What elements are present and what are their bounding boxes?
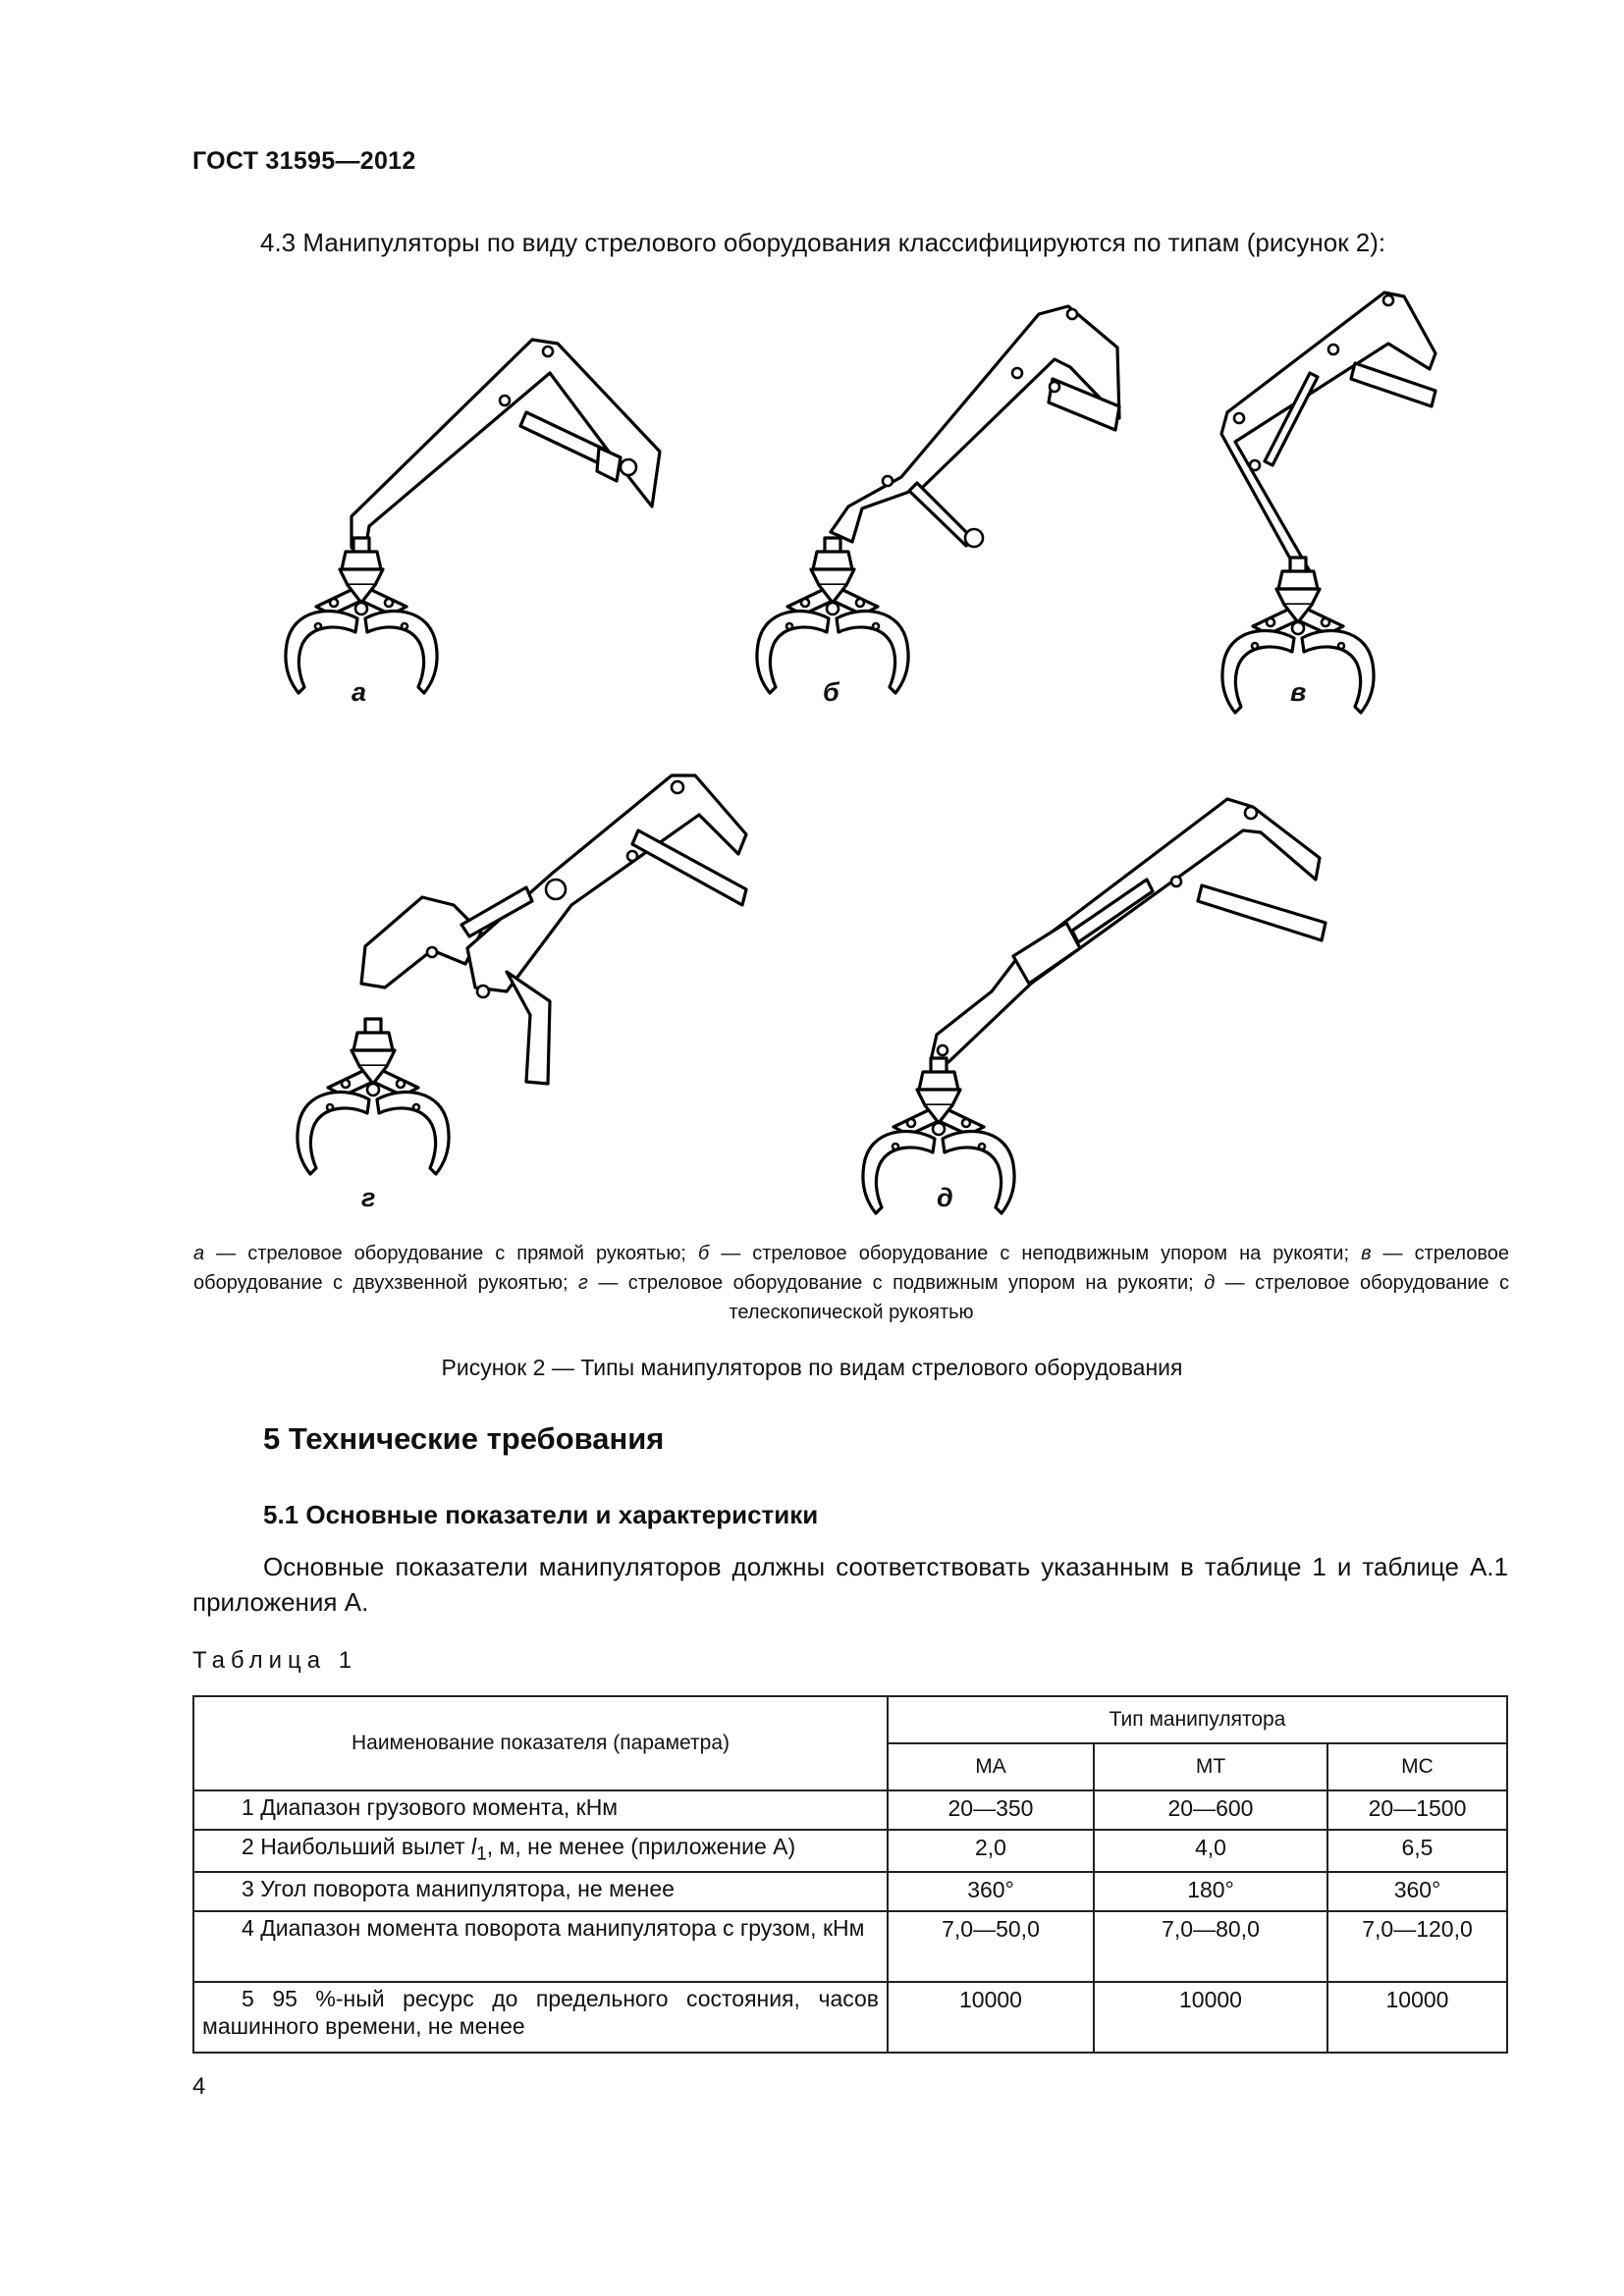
legend-text-d: — стреловое оборудование с телескопической рукоятью [729,1272,1509,1323]
row-value-ms: 20—1500 [1327,1790,1507,1830]
legend-key-b: б [697,1243,710,1264]
figure-letter-b: б [823,677,839,707]
legend-key-a: а [193,1243,205,1264]
table-row [193,1872,1507,1911]
intro-clause-4-3: 4.3 Манипуляторы по виду стрелового оборудования классифицируются по типам (рисунок 2): [260,228,1386,257]
legend-text-b: — стреловое оборудование с неподвижным упором на рукояти; [709,1243,1362,1264]
document-header: ГОСТ 31595—2012 [192,147,416,175]
row-value-ma: 20—350 [888,1790,1094,1830]
table-row [193,1790,1507,1830]
legend-text-g: — стреловое оборудование с подвижным упором на рукояти; [587,1272,1205,1294]
section-5-1-title: 5.1 Основные показатели и характеристики [263,1500,819,1529]
table-1 [192,1695,1508,2054]
row-value-mt: 180° [1094,1872,1327,1911]
row-name: 5 95 %-ный ресурс до предельного состояния, часов машинного времени, не менее [193,1982,888,2053]
row-name: 3 Угол поворота манипулятора, не менее [193,1872,888,1911]
table-row [193,1830,1507,1872]
legend-key-v: в [1361,1243,1372,1264]
row-value-mt: 7,0—80,0 [1094,1911,1327,1982]
table-row [193,1982,1507,2053]
header-type-mt: МТ [1094,1743,1327,1790]
row-value-ms: 10000 [1327,1982,1507,2053]
header-type: Тип манипулятора [888,1696,1507,1743]
row-value-ma: 10000 [888,1982,1094,2053]
table-header-row [193,1696,1507,1743]
row-value-mt: 10000 [1094,1982,1327,2053]
figure-d-telescopic-arm [863,799,1326,1213]
table-label: Таблица 1 [192,1647,358,1674]
row-value-mt: 20—600 [1094,1790,1327,1830]
figure-g-movable-stop [298,775,746,1174]
row-value-ms: 360° [1327,1872,1507,1911]
figure-b-fixed-stop [757,306,1119,693]
row-name: 2 Наибольший вылет $l_1$, м, не менее (приложение А) [193,1830,888,1872]
section-5-title: 5 Технические требования [263,1421,665,1456]
figure-caption: Рисунок 2 — Типы манипуляторов по видам стрелового оборудования [441,1355,1183,1380]
figure-letter-a: а [352,677,367,707]
figure-2-drawings [0,285,1624,1227]
legend-text-v: — стреловое оборудование с двухзвенной рукоятью; [193,1243,1509,1294]
figure-letter-d: д [937,1183,953,1212]
figure-letter-g: г [361,1183,376,1212]
section-5-1-paragraph: Основные показатели манипуляторов должны соответствовать указанным в таблице 1 и таблице А.1 приложения А. [192,1552,1508,1617]
page-number: 4 [192,2073,206,2100]
row-name: 4 Диапазон момента поворота манипулятора с грузом, кНм [193,1911,888,1982]
legend-key-g: г [578,1272,588,1294]
row-value-ms: 7,0—120,0 [1327,1911,1507,1982]
header-type-ma: МА [888,1743,1094,1790]
figure-letter-v: в [1290,677,1307,707]
row-value-ma: 2,0 [888,1830,1094,1872]
header-param: Наименование показателя (параметра) [193,1696,888,1790]
table-row [193,1911,1507,1982]
row-value-mt: 4,0 [1094,1830,1327,1872]
legend-text-a: — стреловое оборудование с прямой рукоятью; [204,1243,698,1264]
figure-a-straight-arm [286,340,660,693]
figure-legend [193,1239,1509,1327]
figure-v-two-link-arm [1221,293,1435,713]
row-value-ms: 6,5 [1327,1830,1507,1872]
row-value-ma: 360° [888,1872,1094,1911]
header-type-ms: МС [1327,1743,1507,1790]
legend-key-d: д [1204,1272,1216,1294]
row-name: 1 Диапазон грузового момента, кНм [193,1790,888,1830]
row-value-ma: 7,0—50,0 [888,1911,1094,1982]
